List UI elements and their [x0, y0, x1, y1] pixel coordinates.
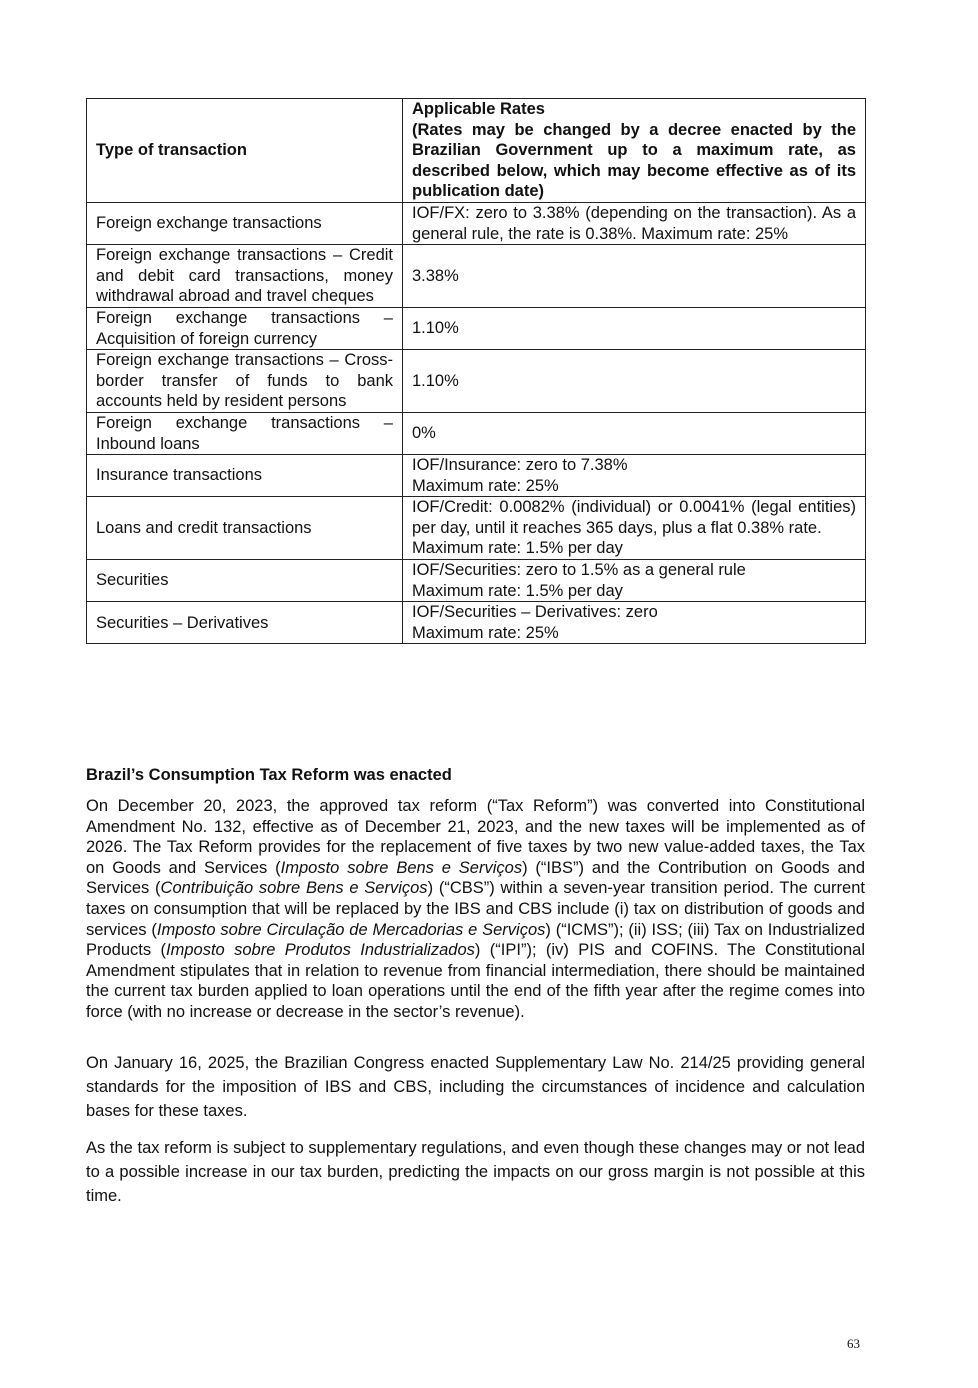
table-row: [87, 602, 866, 644]
rate-cell: [403, 602, 866, 644]
page-number: 63: [847, 1336, 860, 1351]
p1-text-5: ) (“IPI”); (iv) PIS and COFINS. The Constitutional Amendment stipulates that in relation to revenue from financial intermediation, there should be maintained the current tax burden applied to loan operations until the end of the fifth year after the regime comes into force (with no increase or decrease in the sector’s revenue).: [86, 941, 865, 1021]
rate-line: 3.38%: [412, 266, 459, 285]
p1-text-4: ) (“ICMS”); (ii) ISS; (iii) Tax on Industrialized Products (: [86, 920, 865, 960]
transaction-type-cell: Insurance transactions: [87, 455, 403, 497]
rate-line: 1.10%: [412, 371, 459, 390]
table-header-row: [87, 99, 866, 203]
p1-text-2: ) (“IBS”) and the Contribution on Goods and Services (: [86, 858, 866, 898]
table-row: [87, 455, 866, 497]
rate-line: 1.10%: [412, 319, 459, 338]
rate-line: IOF/Securities – Derivatives: zero: [412, 603, 658, 622]
rate-cell: [403, 307, 866, 349]
rate-cell: [403, 455, 866, 497]
p1-italic-ipi: Imposto sobre Produtos Industrializados: [166, 941, 475, 960]
rate-line: IOF/Credit: 0.0082% (individual) or 0.0041% (legal entities) per day, until it reaches 365 days, plus a flat 0.38% rate.: [412, 498, 856, 537]
paragraph-supplementary-law: On January 16, 2025, the Brazilian Congress enacted Supplementary Law No. 214/25 providing general standards for the imposition of IBS and CBS, including the circumstances of incidence and calculation bases for these taxes.: [86, 1054, 865, 1120]
p1-text-1: On December 20, 2023, the approved tax reform (“Tax Reform”) was converted into Constitutional Amendment No. 132, effective as of December 21, 2023, and the new taxes will be implemented as of 2026. The Tax Reform provides for the replacement of five taxes by two new value-added taxes, the Tax on Goods and Services (: [86, 797, 865, 877]
header-rates-note: (Rates may be changed by a decree enacted by the Brazilian Government up to a maximum rate, as described below, which may become effective as of its publication date): [412, 120, 856, 201]
transaction-type-cell: Foreign exchange transactions – Credit and debit card transactions, money withdrawal abroad and travel cheques: [87, 245, 403, 308]
table-row: [87, 497, 866, 560]
header-applicable-rates: [403, 99, 866, 203]
paragraph-impact-statement: As the tax reform is subject to supplementary regulations, and even though these changes may or not lead to a possible increase in our tax burden, predicting the impacts on our gross margin is not possible at this time.: [86, 1139, 865, 1205]
rate-cell: [403, 245, 866, 308]
transaction-type-cell: Securities – Derivatives: [87, 602, 403, 644]
table-row: [87, 245, 866, 308]
rate-line: IOF/Insurance: zero to 7.38%: [412, 456, 628, 475]
table-row: [87, 412, 866, 454]
transaction-type-cell: Foreign exchange transactions – Acquisition of foreign currency: [87, 307, 403, 349]
transaction-type-cell: Foreign exchange transactions – Cross-border transfer of funds to bank accounts held by resident persons: [87, 350, 403, 413]
rate-line: Maximum rate: 25%: [412, 476, 559, 495]
rate-cell: [403, 202, 866, 244]
iof-rates-table: [86, 98, 866, 644]
rate-cell: [403, 497, 866, 560]
section-title: Brazil’s Consumption Tax Reform was enacted: [86, 766, 452, 784]
rate-cell: [403, 412, 866, 454]
rate-line: Maximum rate: 1.5% per day: [412, 539, 623, 558]
rate-cell: [403, 560, 866, 602]
rate-line: Maximum rate: 25%: [412, 623, 559, 642]
rate-cell: [403, 350, 866, 413]
rate-line: Maximum rate: 1.5% per day: [412, 581, 623, 600]
transaction-type-cell: Foreign exchange transactions: [87, 202, 403, 244]
transaction-type-cell: Loans and credit transactions: [87, 497, 403, 560]
table-row: [87, 560, 866, 602]
rate-line: 0%: [412, 424, 436, 443]
table-row: [87, 307, 866, 349]
p1-italic-icms: Imposto sobre Circulação de Mercadorias e Serviços: [156, 920, 546, 939]
paragraph-tax-reform-overview: [86, 796, 865, 1023]
rate-line: IOF/FX: zero to 3.38% (depending on the transaction). As a general rule, the rate is 0.38%. Maximum rate: 25%: [412, 203, 856, 243]
p1-italic-cbs: Contribuição sobre Bens e Serviços: [160, 879, 428, 898]
rate-line: IOF/Securities: zero to 1.5% as a general rule: [412, 561, 746, 580]
table-row: [87, 350, 866, 413]
header-type-of-transaction: Type of transaction: [87, 99, 403, 203]
table-row: [87, 202, 866, 244]
header-rates-title: Applicable Rates: [412, 100, 545, 118]
p1-text-3: ) (“CBS”) within a seven-year transition period. The current taxes on consumption that will be replaced by the IBS and CBS include (i) tax on distribution of goods and services (: [86, 879, 865, 939]
transaction-type-cell: Securities: [87, 560, 403, 602]
p1-italic-ibs: Imposto sobre Bens e Serviços: [280, 858, 523, 877]
transaction-type-cell: Foreign exchange transactions – Inbound loans: [87, 412, 403, 454]
